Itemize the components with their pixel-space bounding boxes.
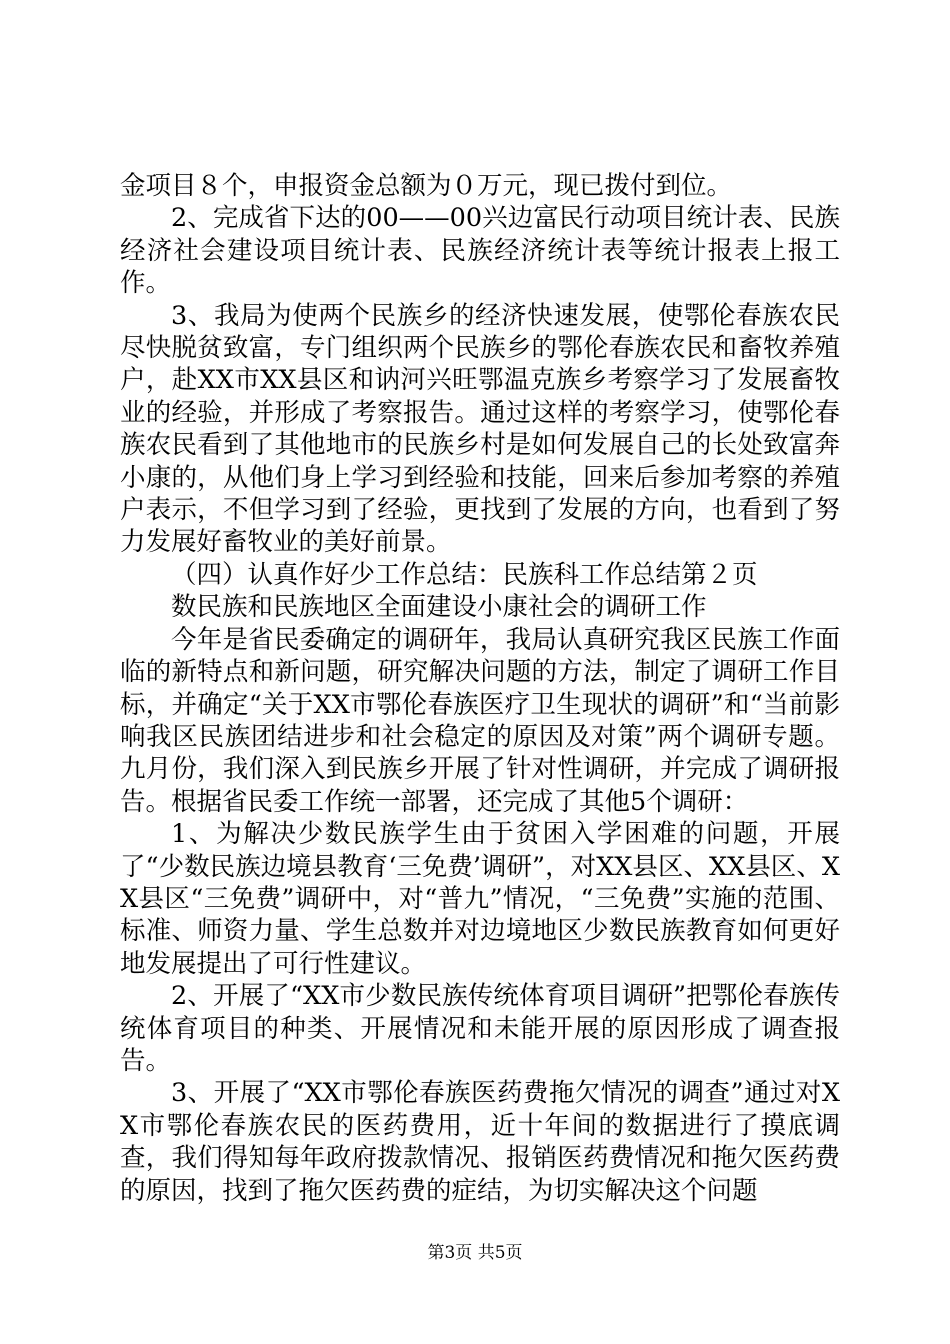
paragraph-research-intro: 今年是省民委确定的调研年，我局认真研究我区民族工作面临的新特点和新问题，研究解决问题的方法，制定了调研工作目标，并确定“关于XX市鄂伦春族医疗卫生现状的调研”和“当前影响我区民族团结进步和社会稳定的原因及对策”两个调研专题。九月份，我们深入到民族乡开展了针对性调研，并完成了调研报告。根据省民委工作统一部署，还完成了其他5个调研：	[120, 624, 840, 817]
section-heading-continued: 数民族和民族地区全面建设小康社会的调研工作	[171, 592, 707, 623]
paragraph-research-1: 1、为解决少数民族学生由于贫困入学困难的问题，开展了“少数民族边境县教育‘三免费’调研”，对XX县区、XX县区、XX县区“三免费”调研中，对“普九”情况，“三免费”实施的范围、标准、师资力量、学生总数并对边境地区少数民族教育如何更好地发展提出了可行性建议。	[120, 819, 840, 979]
document-body	[120, 170, 840, 1207]
paragraph-research-3: 3、开展了“XX市鄂伦春族医药费拖欠情况的调查”通过对XX市鄂伦春族农民的医药费用，近十年间的数据进行了摸底调查，我们得知每年政府拨款情况、报销医药费情况和拖欠医药费的原因，找到了拖欠医药费的症结，为切实解决这个问题	[120, 1078, 840, 1206]
page-number-footer: 第3页 共5页	[427, 1243, 523, 1263]
section-heading: （四）认真作好少工作总结：民族科工作总结第２页	[171, 559, 758, 590]
paragraph-continuation: 金项目８个，申报资金总额为０万元，现已拨付到位。	[120, 171, 733, 201]
paragraph-item-2: 2、完成省下达的00——00兴边富民行动项目统计表、民族经济社会建设项目统计表、民族经济统计表等统计报表上报工作。	[120, 203, 840, 299]
paragraph-research-2: 2、开展了“XX市少数民族传统体育项目调研”把鄂伦春族传统体育项目的种类、开展情况和未能开展的原因形成了调查报告。	[120, 981, 840, 1076]
paragraph-item-3: 3、我局为使两个民族乡的经济快速发展，使鄂伦春族农民尽快脱贫致富，专门组织两个民族乡的鄂伦春族农民和畜牧养殖户，赴XX市XX县区和讷河兴旺鄂温克族乡考察学习了发展畜牧业的经验，并形成了考察报告。通过这样的考察学习，使鄂伦春族农民看到了其他地市的民族乡村是如何发展自己的长处致富奔小康的，从他们身上学习到经验和技能，回来后参加考察的养殖户表示，不但学习到了经验，更找到了发展的方向，也看到了努力发展好畜牧业的美好前景。	[120, 300, 840, 558]
